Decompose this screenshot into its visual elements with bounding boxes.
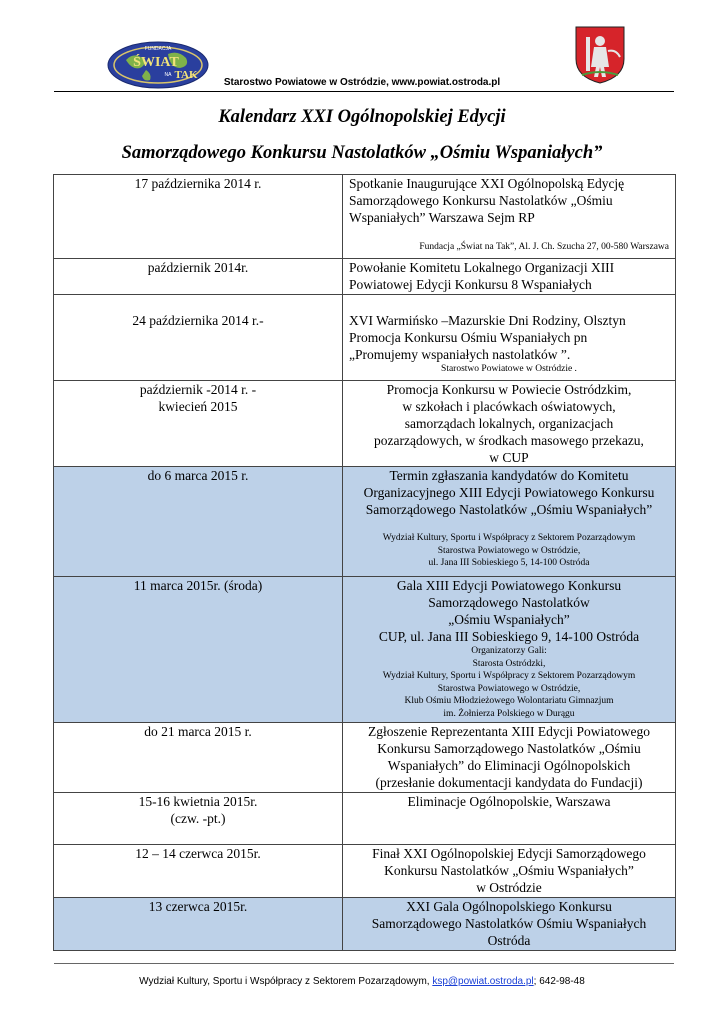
svg-text:TAK: TAK xyxy=(174,69,198,81)
page-title-line-2: Samorządowego Konkursu Nastolatków „Ośmiu Wspaniałych” xyxy=(121,143,603,163)
table-row xyxy=(54,793,676,845)
event-note: Starostwo Powiatowe w Ostródzie . xyxy=(441,364,577,374)
event-line: Powołanie Komitetu Lokalnego Organizacji XIII xyxy=(349,260,615,275)
date-text: 11 marca 2015r. (środa) xyxy=(133,578,263,593)
event-note: Starosta Ostródzki, xyxy=(472,658,546,669)
date-text: 15-16 kwietnia 2015r. xyxy=(138,794,258,809)
event-line: „Promujemy wspaniałych nastolatków ”. xyxy=(349,347,571,362)
event-note: Fundacja „Świat na Tak”, Al. J. Ch. Szucha 27, 00-580 Warszawa xyxy=(419,242,669,252)
date-cell xyxy=(54,259,343,295)
date-text: do 21 marca 2015 r. xyxy=(144,724,252,739)
event-cell xyxy=(343,175,676,259)
event-note: Starostwa Powiatowego w Ostródzie, xyxy=(437,545,581,556)
event-line: Samorządowego Nastolatków „Ośmiu Wspaniałych” xyxy=(365,502,653,517)
footer-divider xyxy=(54,963,674,964)
event-cell xyxy=(343,845,676,898)
event-line: Finał XXI Ogólnopolskiej Edycji Samorządowego xyxy=(372,846,646,861)
event-line: Konkursu Nastolatków „Ośmiu Wspaniałych” xyxy=(384,863,634,878)
event-line: Konkursu Samorządowego Nastolatków „Ośmiu xyxy=(377,741,641,756)
event-cell xyxy=(343,467,676,577)
date-cell xyxy=(54,381,343,467)
event-cell xyxy=(343,898,676,951)
event-line: Promocja Konkursu w Powiecie Ostródzkim, xyxy=(386,382,632,397)
event-line: CUP, ul. Jana III Sobieskiego 9, 14-100 Ostróda xyxy=(378,629,640,644)
event-line: Ostróda xyxy=(487,933,531,948)
event-line: (przesłanie dokumentacji kandydata do Fundacji) xyxy=(375,775,643,790)
footer xyxy=(0,976,724,987)
ostroda-coat-of-arms-icon xyxy=(572,25,628,85)
table-row xyxy=(54,295,676,381)
event-note: im. Żołnierza Polskiego w Durągu xyxy=(443,708,575,719)
event-line: Samorządowego Konkursu Nastolatków „Ośmiu xyxy=(349,193,613,208)
svg-text:NA: NA xyxy=(164,72,172,78)
date-text: październik 2014r. xyxy=(147,260,249,275)
date-text: (czw. -pt.) xyxy=(170,811,226,826)
event-line: Wspaniałych” Warszawa Sejm RP xyxy=(349,210,535,225)
header-divider xyxy=(54,91,674,92)
footer-email-link[interactable]: ksp@powiat.ostroda.pl xyxy=(432,976,534,987)
date-cell xyxy=(54,467,343,577)
date-text: październik -2014 r. - xyxy=(139,382,257,397)
date-cell xyxy=(54,723,343,793)
date-text: do 6 marca 2015 r. xyxy=(147,468,249,483)
header-text: Starostwo Powiatowe w Ostródzie, www.powiat.ostroda.pl xyxy=(223,77,501,88)
page-title-line-1: Kalendarz XXI Ogólnopolskiej Edycji xyxy=(218,107,506,127)
footer-phone: ; 642-98-48 xyxy=(533,976,585,987)
event-note: Organizatorzy Gali: xyxy=(471,646,547,656)
date-text: 24 października 2014 r.- xyxy=(132,313,264,328)
event-note: ul. Jana III Sobieskiego 5, 14-100 Ostróda xyxy=(428,558,590,568)
event-cell xyxy=(343,723,676,793)
date-text: 17 października 2014 r. xyxy=(134,176,262,191)
event-line: XVI Warmińsko –Mazurskie Dni Rodziny, Olsztyn xyxy=(349,313,626,328)
event-line: w CUP xyxy=(489,450,529,465)
footer-text: Wydział Kultury, Sportu i Współpracy z Sektorem Pozarządowym, xyxy=(139,976,433,987)
table-row xyxy=(54,577,676,723)
event-line: Powiatowej Edycji Konkursu 8 Wspaniałych xyxy=(349,277,592,292)
table-row xyxy=(54,381,676,467)
event-cell xyxy=(343,295,676,381)
date-cell xyxy=(54,898,343,951)
event-line: Gala XIII Edycji Powiatowego Konkursu xyxy=(396,578,622,593)
date-text: kwiecień 2015 xyxy=(158,399,238,414)
svg-text:FUNDACJA: FUNDACJA xyxy=(144,46,172,52)
event-note: Klub Ośmiu Młodzieżowego Wolontariatu Gimnazjum xyxy=(404,696,614,706)
event-line: Spotkanie Inaugurujące XXI Ogólnopolską Edycję xyxy=(349,176,625,191)
date-cell xyxy=(54,577,343,723)
event-line: Organizacyjnego XIII Edycji Powiatowego Konkursu xyxy=(363,485,655,500)
table-row xyxy=(54,898,676,951)
event-note: Starostwa Powiatowego w Ostródzie, xyxy=(437,683,581,694)
event-line: Wspaniałych” do Eliminacji Ogólnopolskich xyxy=(387,758,631,773)
table-row xyxy=(54,259,676,295)
event-line: Promocja Konkursu Ośmiu Wspaniałych pn xyxy=(349,330,588,345)
date-text: 12 – 14 czerwca 2015r. xyxy=(135,846,261,861)
event-line: Termin zgłaszania kandydatów do Komitetu xyxy=(389,468,629,483)
event-cell xyxy=(343,577,676,723)
event-line: XXI Gala Ogólnopolskiego Konkursu xyxy=(406,899,612,914)
event-line: „Ośmiu Wspaniałych” xyxy=(448,612,570,627)
event-line: Zgłoszenie Reprezentanta XIII Edycji Powiatowego xyxy=(368,724,650,739)
date-text: 13 czerwca 2015r. xyxy=(148,899,248,914)
date-cell xyxy=(54,175,343,259)
event-line: Samorządowego Nastolatków xyxy=(428,595,590,610)
table-row xyxy=(54,723,676,793)
event-cell xyxy=(343,259,676,295)
table-row xyxy=(54,845,676,898)
date-cell xyxy=(54,295,343,381)
event-line: samorządach lokalnych, organizacjach xyxy=(404,416,614,431)
event-line: Samorządowego Nastolatków Ośmiu Wspaniałych xyxy=(371,916,647,931)
date-cell xyxy=(54,793,343,845)
table-row xyxy=(54,175,676,259)
event-note: Wydział Kultury, Sportu i Współpracy z Sektorem Pozarządowym xyxy=(382,671,636,681)
svg-text:ŚWIAT: ŚWIAT xyxy=(133,55,179,70)
event-line: Eliminacje Ogólnopolskie, Warszawa xyxy=(407,794,611,809)
event-note: Wydział Kultury, Sportu i Współpracy z Sektorem Pozarządowym xyxy=(382,533,636,543)
date-cell xyxy=(54,845,343,898)
event-line: pozarządowych, w środkach masowego przekazu, xyxy=(374,433,644,448)
event-line: w szkołach i placówkach oświatowych, xyxy=(402,399,616,414)
event-cell xyxy=(343,381,676,467)
table-row xyxy=(54,467,676,577)
event-line: w Ostródzie xyxy=(476,880,542,895)
event-cell xyxy=(343,793,676,845)
calendar-table xyxy=(53,174,676,951)
